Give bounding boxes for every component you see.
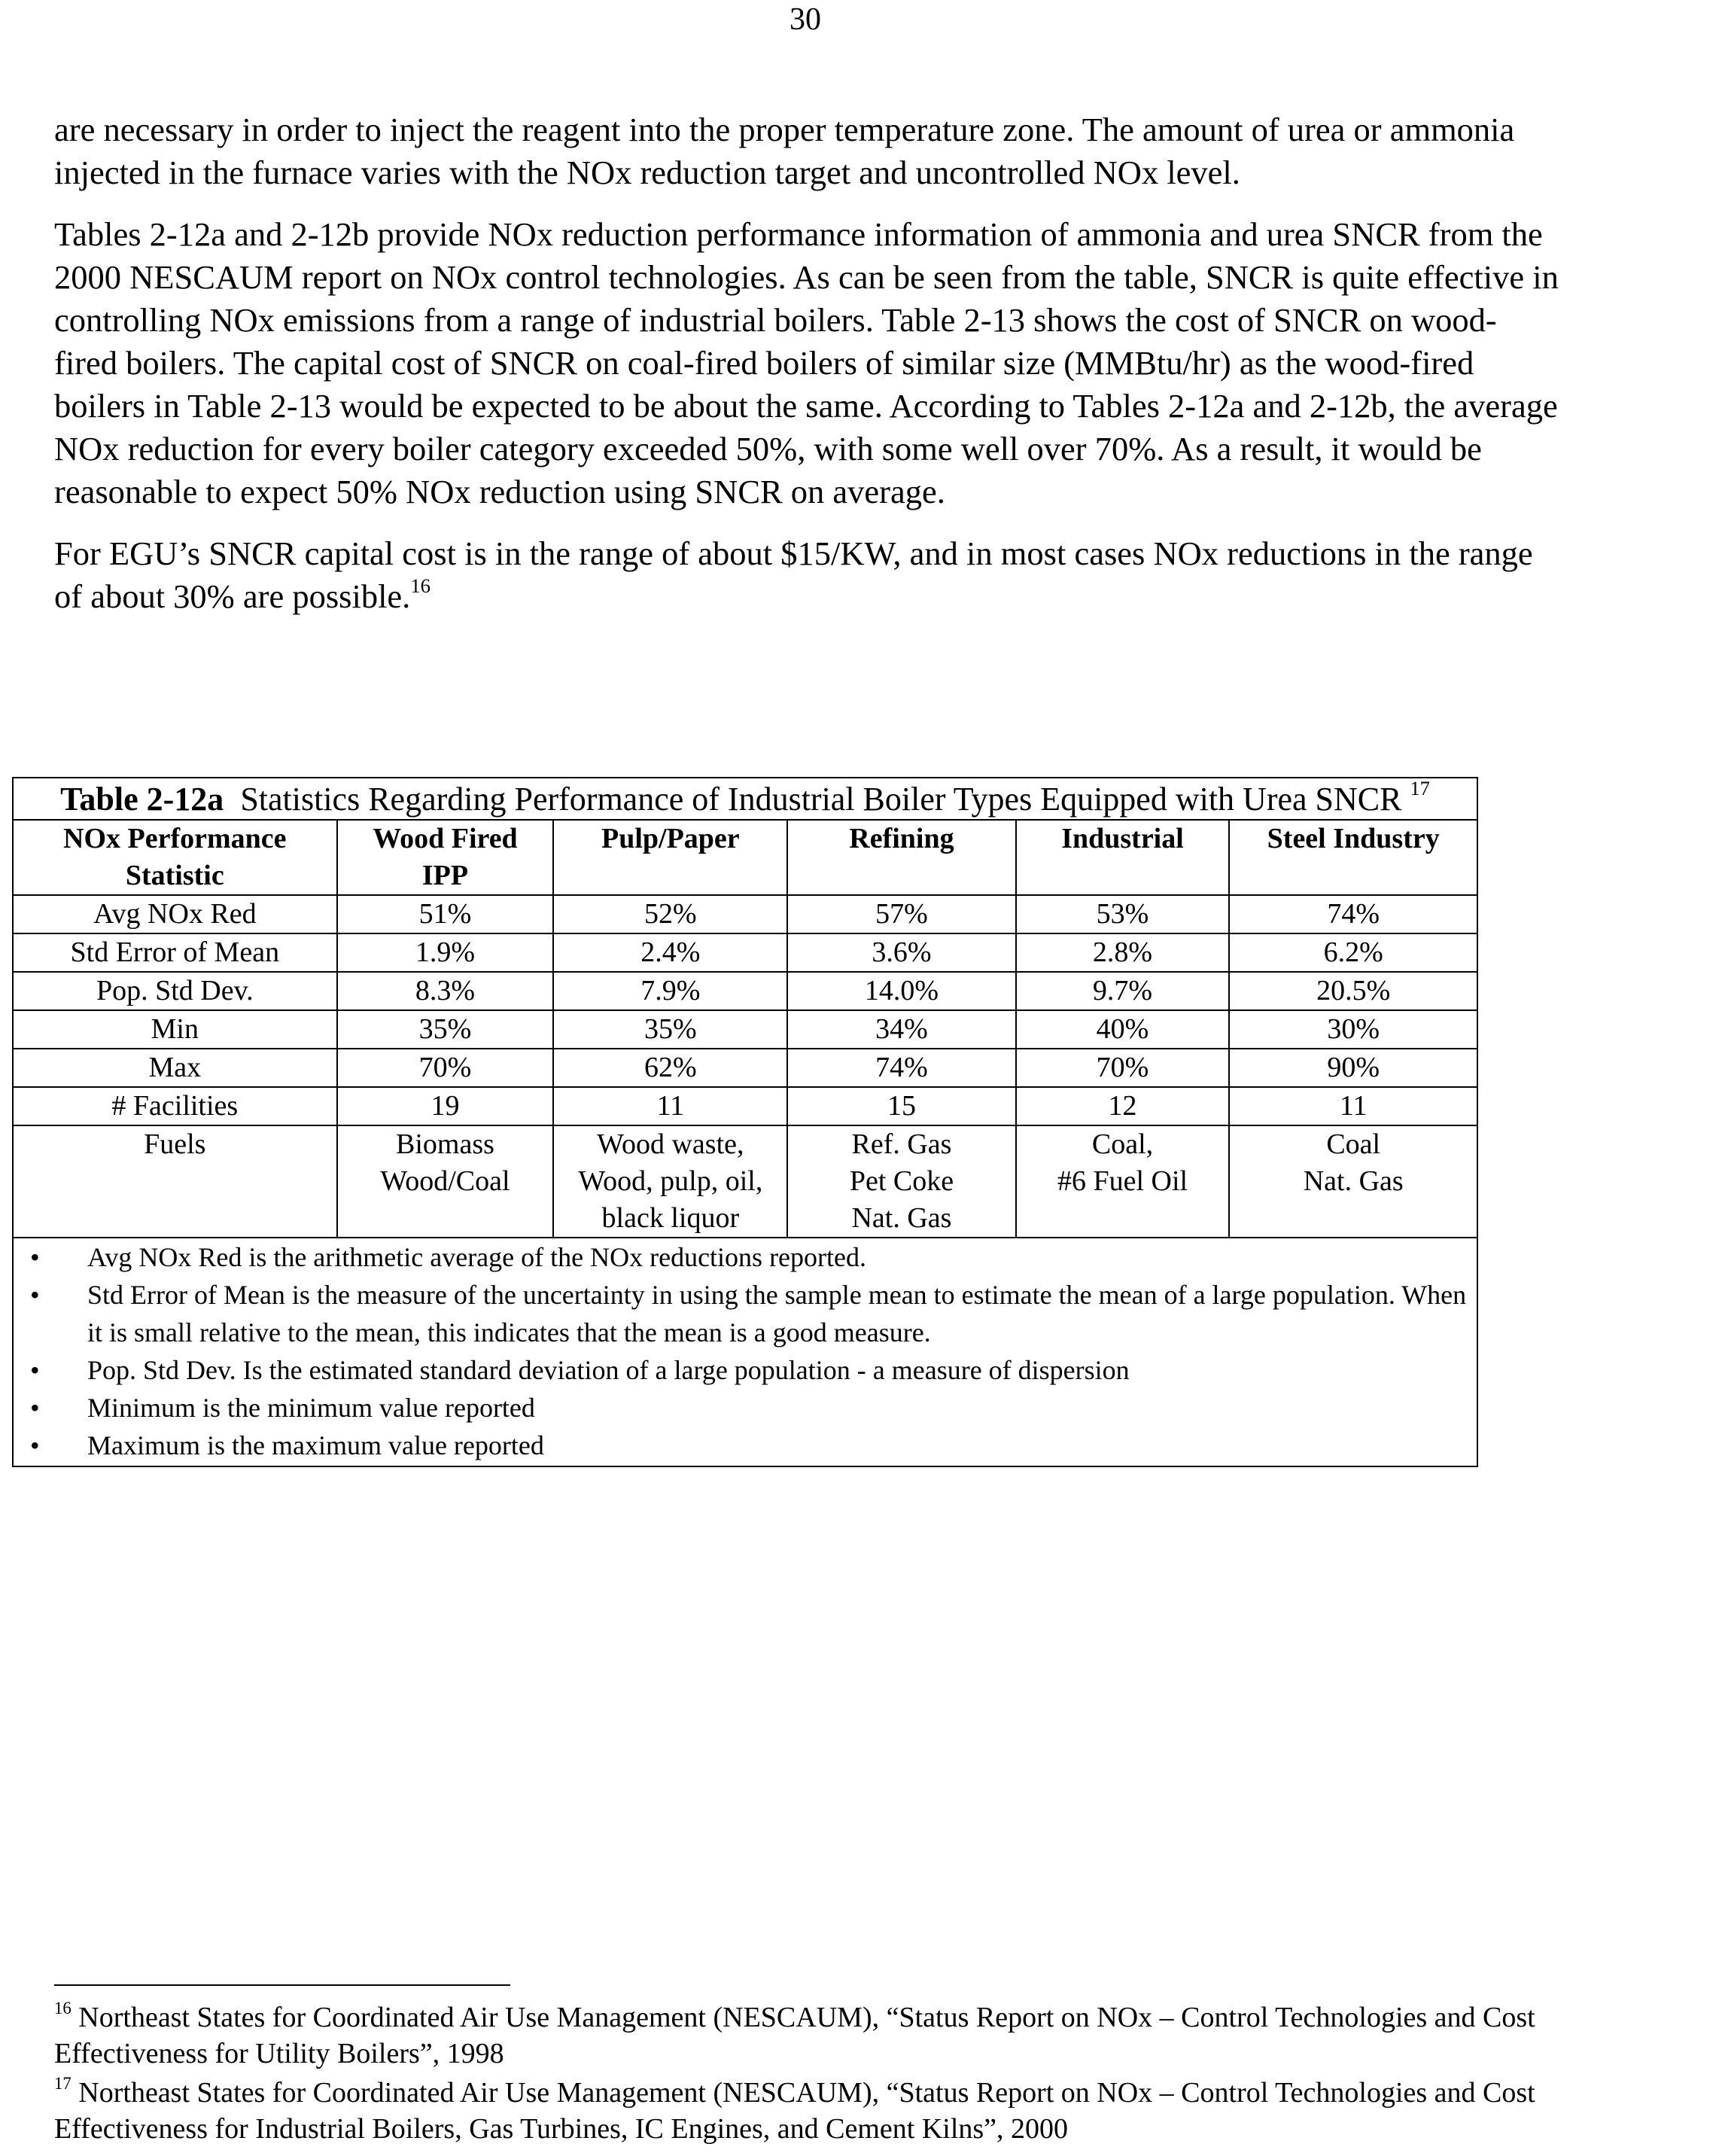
column-header-steel-industry [1229,821,1477,895]
table-cell [553,1087,787,1125]
table-cell [787,1125,1015,1238]
table-cell [337,1010,554,1049]
table-caption-text: Statistics Regarding Performance of Industrial Boiler Types Equipped with Urea SNCR [240,781,1402,818]
column-header-pulp-paper [553,821,787,895]
footnote-number: 16 [54,1998,71,2017]
row-label-cell [14,1125,337,1238]
cell-line: 70% [418,1052,472,1083]
table-row [14,1049,1477,1087]
cell-line: Fuels [144,1128,206,1160]
column-header-nox-performance-statistic [14,821,337,895]
table-row [14,895,1477,933]
table-cell [553,972,787,1010]
table-cell [553,1010,787,1049]
table-cell [1016,933,1230,972]
cell-line: 51% [418,898,472,930]
cell-line: 62% [644,1052,697,1083]
table-cell [787,1087,1015,1125]
cell-line: 6.2% [1323,936,1383,968]
cell-line: 11 [656,1090,685,1122]
cell-line: Nat. Gas [1303,1165,1404,1197]
table-cell [787,1049,1015,1087]
cell-line: Wood/Coal [380,1165,510,1197]
cell-line: 3.6% [872,936,932,968]
table-cell [337,1049,554,1087]
cell-line: 7.9% [640,975,701,1006]
bullet-icon: • [30,1430,40,1460]
table-row [14,972,1477,1010]
table-cell [1016,1010,1230,1049]
table-cell [1229,1087,1477,1125]
table-note-text: Std Error of Mean is the measure of the uncertainty in using the sample mean to estimate the mean of a large population. When it is small relative to the mean, this indicates that the mean is a good measure. [87,1280,1467,1348]
cell-line: Std Error of Mean [70,936,280,968]
table-note [14,1389,1477,1427]
footnote-separator [54,1984,510,1986]
table-cell [553,1049,787,1087]
header-line: IPP [421,860,469,891]
table-cell [1016,972,1230,1010]
table-row [14,1125,1477,1238]
table-note-text: Maximum is the maximum value reported [87,1430,544,1460]
cell-line: 34% [875,1013,928,1045]
table-cell [337,1087,554,1125]
cell-line: Coal, [1091,1128,1154,1160]
table-cell [337,972,554,1010]
cell-line: 53% [1096,898,1149,930]
cell-line: 35% [418,1013,472,1045]
cell-line: 70% [1096,1052,1149,1083]
table-cell [787,1010,1015,1049]
cell-line: Ref. Gas [851,1128,952,1160]
header-line: Steel Industry [1267,823,1440,854]
header-line: Pulp/Paper [601,823,740,854]
table-notes [14,1238,1477,1466]
cell-line: 12 [1108,1090,1137,1122]
table-cell [1016,1087,1230,1125]
table-cell [787,895,1015,933]
table-cell [337,933,554,972]
table-cell [553,1125,787,1238]
table-note-text: Avg NOx Red is the arithmetic average of the NOx reductions reported. [87,1242,866,1272]
cell-line: Max [148,1052,202,1083]
cell-line: 74% [875,1052,928,1083]
cell-line: Wood waste, [597,1128,744,1160]
table-note [14,1238,1477,1276]
table-note-text: Minimum is the minimum value reported [87,1393,535,1423]
column-header-industrial [1016,821,1230,895]
table-cell [337,1125,554,1238]
cell-line: 52% [644,898,697,930]
table-cell [1016,1049,1230,1087]
row-label-cell [14,895,337,933]
table-note [14,1427,1477,1464]
data-grid [14,821,1477,1238]
footnote-text: Northeast States for Coordinated Air Use Management (NESCAUM), “Status Report on NOx – Control Technologies and Cost Effectiveness for Industrial Boilers, Gas Turbines, IC Engines, and Cement Kilns”, 2000 [54,2077,1535,2145]
footnote-17 [54,2075,1695,2147]
row-label-cell [14,1010,337,1049]
table-cell [1229,1125,1477,1238]
cell-line: Pop. Std Dev. [96,975,254,1006]
table-note [14,1351,1477,1389]
cell-line: Coal [1326,1128,1381,1160]
cell-line: 2.4% [640,936,701,968]
table-cell [787,972,1015,1010]
paragraph-sncr-performance: Tables 2-12a and 2-12b provide NOx reduction performance information of ammonia and urea SNCR from the 2000 NESCAUM report on NOx control technologies. As can be seen from the table, SNCR is quite effective in controlling NOx emissions from a range of industrial boilers. Table 2-13 shows the cost of SNCR on wood-fired boilers. The capital cost of SNCR on coal-fired boilers of similar size (MMBtu/hr) as the wood-fired boilers in Table 2-13 would be expected to be about the same. According to Tables 2-12a and 2-12b, the average NOx reduction for every boiler category exceeded 50%, with some well over 70%. As a result, it would be reasonable to expect 50% NOx reduction using SNCR on average. [54,215,1559,510]
row-label-cell [14,972,337,1010]
table-cell [337,895,554,933]
cell-line: black liquor [601,1202,740,1234]
table-cell [1229,972,1477,1010]
cell-line: 20.5% [1316,975,1391,1006]
header-line: Wood Fired [373,823,518,854]
table-cell [1016,895,1230,933]
cell-line: Pet Coke [849,1165,954,1197]
cell-line: Min [151,1013,199,1045]
table-cell [1229,1049,1477,1087]
row-label-cell [14,1087,337,1125]
table-caption-id: Table 2-12a [60,781,224,818]
cell-line: 11 [1339,1090,1368,1122]
cell-line: Biomass [396,1128,494,1160]
cell-line: 15 [887,1090,916,1122]
table-cell [553,933,787,972]
cell-line: #6 Fuel Oil [1057,1165,1188,1197]
table-note-text: Pop. Std Dev. Is the estimated standard deviation of a large population - a measure of dispersion [87,1355,1130,1385]
footnote-number: 17 [54,2073,71,2093]
cell-line: # Facilities [111,1090,239,1122]
cell-line: 1.9% [415,936,476,968]
cell-line: 30% [1327,1013,1380,1045]
header-line: Industrial [1061,823,1184,854]
page-number: 30 [790,2,821,37]
cell-line: 90% [1327,1052,1380,1083]
cell-line: 40% [1096,1013,1149,1045]
row-label-cell [14,933,337,972]
table-caption [14,778,1477,821]
cell-line: 2.8% [1092,936,1153,968]
table-cell [553,895,787,933]
table-cell [1016,1125,1230,1238]
cell-line: 74% [1327,898,1380,930]
cell-line: 9.7% [1092,975,1153,1006]
table-cell [1229,895,1477,933]
bullet-icon: • [30,1393,40,1423]
header-line: Refining [849,823,954,854]
body-text [54,108,1559,637]
cell-line: 57% [875,898,928,930]
table-row [14,1010,1477,1049]
sncr-statistics-table [12,777,1478,1467]
cell-line: 19 [430,1090,460,1122]
cell-line: 14.0% [864,975,939,1006]
table-cell [1229,1010,1477,1049]
header-line: Statistic [125,860,224,891]
cell-line: 35% [644,1013,697,1045]
paragraph-reagent-injection: are necessary in order to inject the reagent into the proper temperature zone. The amount of urea or ammonia injected in the furnace varies with the NOx reduction target and uncontrolled NOx level. [54,111,1515,191]
footnote-ref-17: 17 [1410,777,1430,800]
table-cell [1229,933,1477,972]
bullet-icon: • [30,1355,40,1385]
egu-cost-text: For EGU’s SNCR capital cost is in the range of about $15/KW, and in most cases NOx reductions in the range of about 30% are possible. [54,534,1533,615]
table-cell [787,933,1015,972]
paragraph-egu-cost [54,532,1559,618]
header-line: NOx Performance [63,823,287,854]
footnote-ref-16: 16 [410,574,430,597]
footnote-16 [54,1999,1695,2072]
column-header-wood-fired-ipp [337,821,554,895]
cell-line: Wood, pulp, oil, [578,1165,763,1197]
table-row [14,1087,1477,1125]
column-header-refining [787,821,1015,895]
table-row [14,933,1477,972]
bullet-icon: • [30,1280,40,1310]
table-note [14,1276,1477,1351]
cell-line: Avg NOx Red [93,898,257,930]
bullet-icon: • [30,1242,40,1272]
row-label-cell [14,1049,337,1087]
cell-line: 8.3% [415,975,476,1006]
cell-line: Nat. Gas [851,1202,952,1234]
footnotes [54,1999,1695,2150]
footnote-text: Northeast States for Coordinated Air Use Management (NESCAUM), “Status Report on NOx – Control Technologies and Cost Effectiveness for Utility Boilers”, 1998 [54,2002,1535,2069]
table-header-row [14,821,1477,895]
